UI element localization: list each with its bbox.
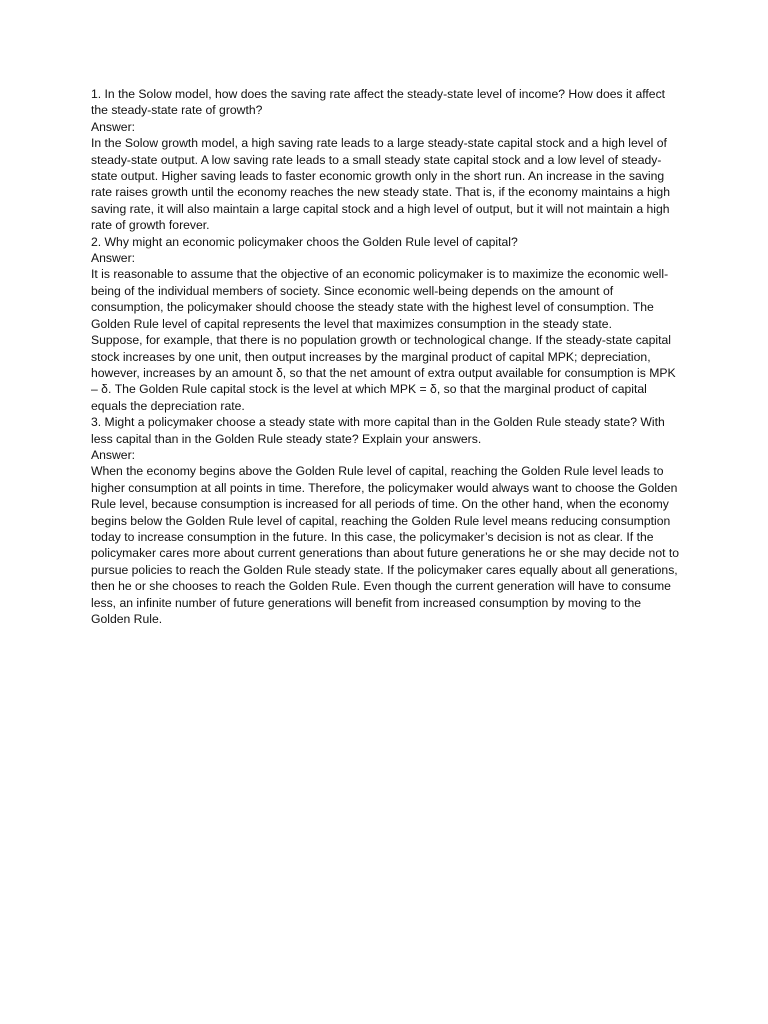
question-2: 2. Why might an economic policymaker choos the Golden Rule level of capital? (91, 234, 518, 249)
question-2-answer-label: Answer: (91, 251, 136, 266)
question-3-answer-label: Answer: (91, 447, 136, 462)
question-2-answer-paragraph-2: Suppose, for example, that there is no population growth or technological change. If the steady-state capital stock increases by one unit, then output increases by the marginal product of capital MPK; depreciation, however, increases by an amount δ, so that the net amount of extra output available for consumption is MPK – δ. The Golden Rule capital stock is the level at which MPK = δ, so that the marginal product of capital equals the depreciation rate. (91, 333, 676, 413)
question-3-answer-paragraph-1: When the economy begins above the Golden Rule level of capital, reaching the Golden Rule level leads to higher consumption at all points in time. Therefore, the policymaker would always want to choose the Golden Rule level, because consumption is increased for all periods of time. On the other hand, when the economy begins below the Golden Rule level of capital, reaching the Golden Rule level means reducing consumption today to increase consumption in the future. In this case, the policymaker’s decision is not as clear. If the policymaker cares more about current generations than about future generations he or she may decide not to pursue policies to reach the Golden Rule steady state. If the policymaker cares equally about all generations, then he or she chooses to reach the Golden Rule. Even though the current generation will have to consume less, an infinite number of future generations will benefit from increased consumption by moving to the Golden Rule. (91, 464, 680, 626)
document-body (91, 86, 681, 627)
question-1: 1. In the Solow model, how does the saving rate affect the steady-state level of income? How does it affect the steady-state rate of growth? (91, 87, 666, 118)
question-3: 3. Might a policymaker choose a steady state with more capital than in the Golden Rule steady state? With less capital than in the Golden Rule steady state? Explain your answers. (91, 415, 665, 446)
question-1-answer-label: Answer: (91, 119, 136, 134)
question-1-answer-paragraph-1: In the Solow growth model, a high saving rate leads to a large steady-state capital stock and a high level of steady-state output. A low saving rate leads to a small steady state capital stock and a low level of steady-state output. Higher saving leads to faster economic growth only in the short run. An increase in the saving rate raises growth until the economy reaches the new steady state. That is, if the economy maintains a high saving rate, it will also maintain a large capital stock and a high level of output, but it will not maintain a high rate of growth forever. (91, 136, 670, 233)
question-2-answer-paragraph-1: It is reasonable to assume that the objective of an economic policymaker is to maximize the economic well-being of the individual members of society. Since economic well-being depends on the amount of consumption, the policymaker should choose the steady state with the highest level of consumption. The Golden Rule level of capital represents the level that maximizes consumption in the steady state. (91, 267, 669, 331)
